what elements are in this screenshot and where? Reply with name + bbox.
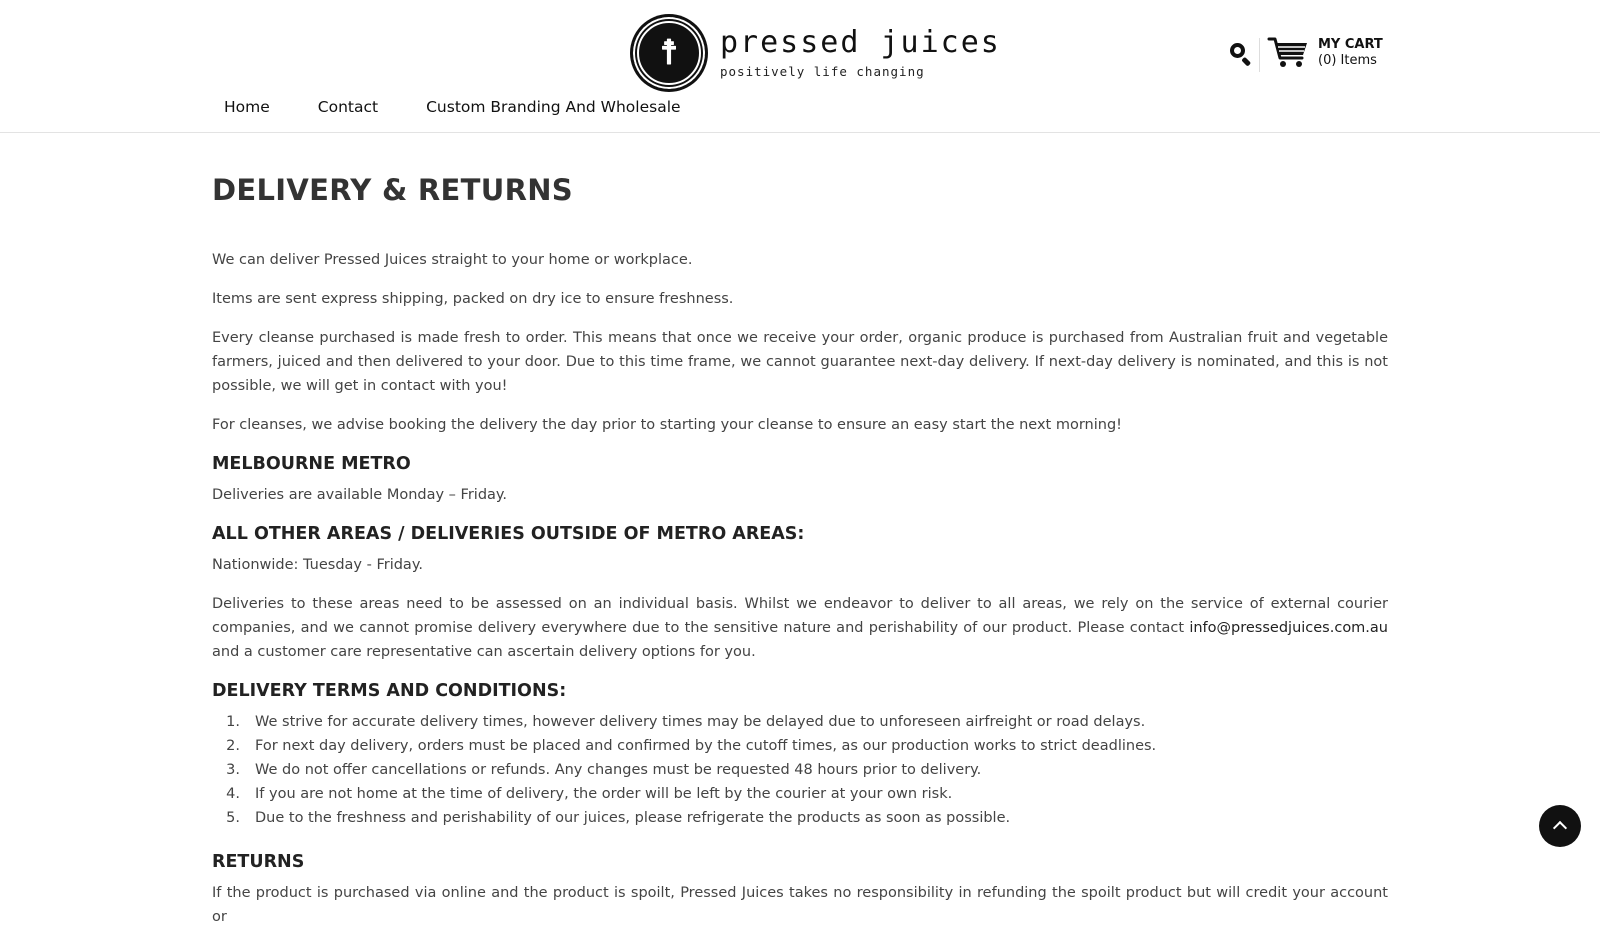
returns-text: If the product is purchased via online and the product is spoilt, Pressed Juices takes no responsibility in refunding the spoilt product but will credit your account or bbox=[212, 885, 1388, 925]
site-logo[interactable] bbox=[630, 14, 1001, 92]
intro-paragraph: Items are sent express shipping, packed on dry ice to ensure freshness. bbox=[212, 291, 734, 307]
contact-email-link[interactable]: info@pressedjuices.com.au bbox=[1189, 620, 1388, 636]
chevron-up-icon bbox=[1553, 821, 1567, 835]
page-content bbox=[212, 172, 1388, 944]
list-item: 1. We strive for accurate delivery times, however delivery times may be delayed due to unforeseen airfreight or road delays. bbox=[226, 714, 1146, 730]
intro-paragraph: Every cleanse purchased is made fresh to order. This means that once we receive your order, organic produce is purchased from Australian fruit and vegetable farmers, juiced and then delivered to your door. Due to this time frame, we cannot guarantee next-day delivery. If next-day delivery is nominated, and this is not possible, we will get in contact with you! bbox=[212, 330, 1388, 394]
cart-icon bbox=[1268, 36, 1308, 70]
list-item: 3. We do not offer cancellations or refunds. Any changes must be requested 48 hours prior to delivery. bbox=[226, 762, 982, 778]
header-divider bbox=[1259, 38, 1260, 72]
list-item: 5. Due to the freshness and perishability of our juices, please refrigerate the products as soon as possible. bbox=[226, 810, 1011, 826]
logo-title: pressed juices bbox=[720, 25, 1001, 60]
nav-contact[interactable]: Contact bbox=[317, 98, 379, 116]
assessment-paragraph: Deliveries to these areas need to be assessed on an individual basis. Whilst we endeavor to deliver to all areas, we rely on the service of external courier companies, and we cannot promise delivery everywhere due to the sensitive nature and perishability of our product. Please contact info@pressedjuices.com.au and a customer care representative can ascertain delivery options for you. bbox=[212, 596, 1388, 660]
page-title: DELIVERY & RETURNS bbox=[212, 173, 573, 207]
site-header bbox=[0, 0, 1600, 133]
section-heading-melbourne: MELBOURNE METRO bbox=[212, 454, 411, 474]
logo-badge-icon: ☨ bbox=[630, 14, 708, 92]
nationwide-text: Nationwide: Tuesday - Friday. bbox=[212, 557, 423, 573]
cart-button[interactable] bbox=[1268, 36, 1383, 70]
intro-paragraph: For cleanses, we advise booking the delivery the day prior to starting your cleanse to ensure an easy start the next morning! bbox=[212, 417, 1122, 433]
cart-label: MY CART bbox=[1318, 36, 1383, 52]
back-to-top-button[interactable] bbox=[1539, 805, 1581, 847]
main-nav bbox=[224, 98, 729, 116]
section-heading-returns: RETURNS bbox=[212, 852, 305, 872]
section-heading-terms: DELIVERY TERMS AND CONDITIONS: bbox=[212, 681, 567, 701]
section-heading-other-areas: ALL OTHER AREAS / DELIVERIES OUTSIDE OF METRO AREAS: bbox=[212, 524, 805, 544]
logo-tagline: positively life changing bbox=[720, 64, 925, 79]
intro-paragraph: We can deliver Pressed Juices straight to your home or workplace. bbox=[212, 252, 693, 268]
melbourne-text: Deliveries are available Monday – Friday. bbox=[212, 487, 508, 503]
search-icon[interactable] bbox=[1228, 40, 1254, 68]
list-item: 2. For next day delivery, orders must be placed and confirmed by the cutoff times, as our production works to strict deadlines. bbox=[226, 738, 1157, 754]
nav-custom-branding[interactable]: Custom Branding And Wholesale bbox=[426, 98, 681, 116]
cart-count: (0) Items bbox=[1318, 53, 1377, 68]
terms-list bbox=[226, 710, 1388, 830]
nav-home[interactable]: Home bbox=[224, 98, 270, 116]
list-item: 4. If you are not home at the time of delivery, the order will be left by the courier at your own risk. bbox=[226, 786, 953, 802]
